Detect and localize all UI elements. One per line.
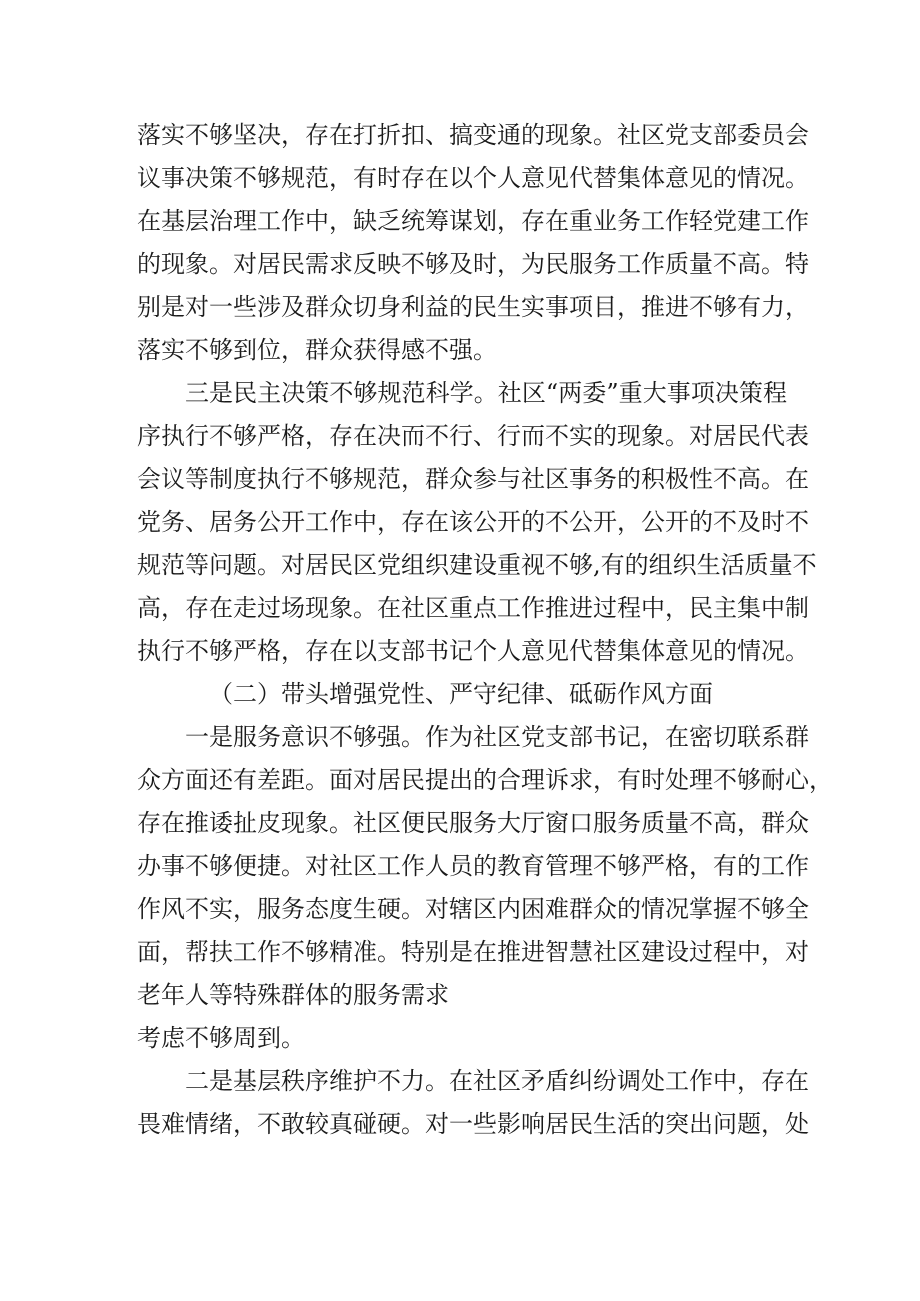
text-line: 众方面还有差距。面对居民提出的合理诉求，有时处理不够耐心， <box>137 766 833 794</box>
section-heading: （二）带头增强党性、严守纪律、砥砺作风方面 <box>209 680 713 708</box>
text-line: 落实不够坚决，存在打折扣、搞变通的现象。社区党支部委员会 <box>137 121 809 149</box>
text-line: 一是服务意识不够强。作为社区党支部书记，在密切联系群 <box>185 723 809 751</box>
text-line: 二是基层秩序维护不力。在社区矛盾纠纷调处工作中，存在 <box>185 1067 809 1095</box>
text-line: 党务、居务公开工作中，存在该公开的不公开，公开的不及时不 <box>137 508 809 536</box>
text-line: 在基层治理工作中，缺乏统筹谋划，存在重业务工作轻党建工作 <box>137 207 809 235</box>
text-line: 畏难情绪，不敢较真碰硬。对一些影响居民生活的突出问题，处 <box>137 1110 809 1138</box>
text-line: 的现象。对居民需求反映不够及时，为民服务工作质量不高。特 <box>137 250 809 278</box>
text-line: 落实不够到位，群众获得感不强。 <box>137 336 497 364</box>
text-line: 考虑不够周到。 <box>137 1024 305 1052</box>
text-line: 作风不实，服务态度生硬。对辖区内困难群众的情况掌握不够全 <box>137 895 809 923</box>
text-line: 存在推诿扯皮现象。社区便民服务大厅窗口服务质量不高，群众 <box>137 809 809 837</box>
text-line: 老年人等特殊群体的服务需求 <box>137 981 449 1009</box>
text-line: 规范等问题。对居民区党组织建设重视不够,有的组织生活质量不 <box>137 551 817 579</box>
text-line: 面，帮扶工作不够精准。特别是在推进智慧社区建设过程中，对 <box>137 938 809 966</box>
text-line: 办事不够便捷。对社区工作人员的教育管理不够严格，有的工作 <box>137 852 809 880</box>
text-line: 序执行不够严格，存在决而不行、行而不实的现象。对居民代表 <box>137 422 809 450</box>
text-line: 会议等制度执行不够规范，群众参与社区事务的积极性不高。在 <box>137 465 809 493</box>
text-line: 别是对一些涉及群众切身利益的民生实事项目，推进不够有力， <box>137 293 809 321</box>
text-line: 执行不够严格，存在以支部书记个人意见代替集体意见的情况。 <box>137 637 809 665</box>
text-line: 三是民主决策不够规范科学。社区“两委”重大事项决策程 <box>185 379 787 407</box>
text-line: 高，存在走过场现象。在社区重点工作推进过程中，民主集中制 <box>137 594 809 622</box>
document-body <box>137 114 833 1146</box>
text-line: 议事决策不够规范，有时存在以个人意见代替集体意见的情况。 <box>137 164 809 192</box>
